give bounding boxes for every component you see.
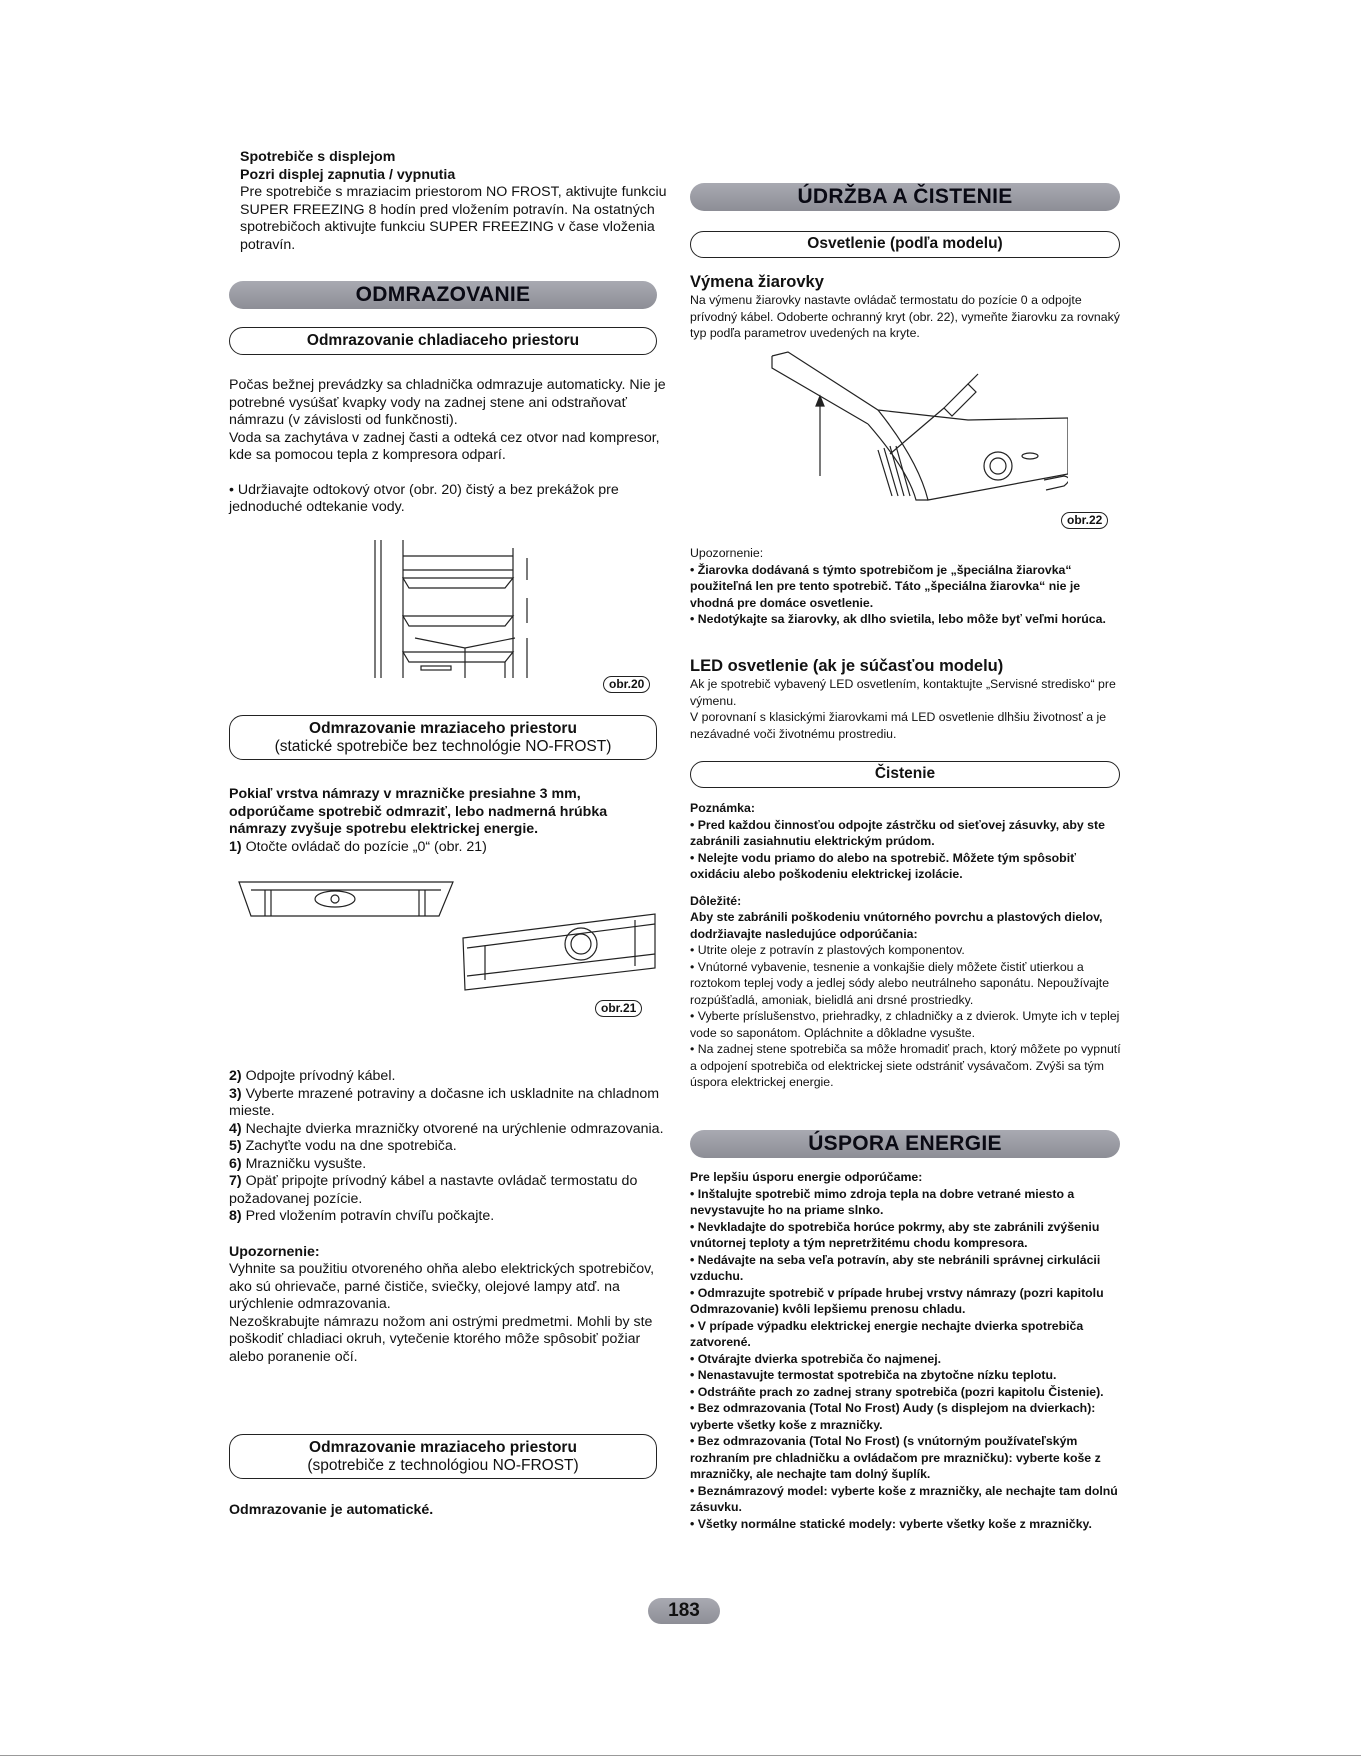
bulb-title: Výmena žiarovky: [690, 273, 824, 291]
sub-freezer-nofrost-subtitle: (spotrebiče z technológiou NO-FROST): [307, 1457, 579, 1474]
remark-title: Poznámka:: [690, 801, 755, 815]
intro-body: Pre spotrebiče s mraziacim priestorom NO FROST, aktivujte funkciu SUPER FREEZING 8 hodín pred vložením potravín. Na ostatných spotrebičoch aktivujte funkciu SUPER FREEZING v čase vloženia potravín.: [240, 184, 667, 253]
remark-1: • Pred každou činnosťou odpojte zástrčku od sieťovej zásuvky, aby ste zabránili zasiahnutiu elektrickým prúdom.: [690, 817, 1105, 848]
step-4-number: 4): [229, 1120, 242, 1137]
sub-freezer-static-title: Odmrazovanie mraziaceho priestoru: [309, 720, 577, 737]
energy-block: [690, 1169, 1126, 1532]
fridge-text: [229, 377, 667, 517]
bulb-warning-title: Upozornenie:: [690, 546, 764, 560]
energy-item-12: • Všetky normálne statické modely: vyberte všetky koše z mrazničky.: [690, 1516, 1092, 1531]
intro-heading-1: Spotrebiče s displejom: [240, 149, 396, 165]
energy-item-5: • V prípade výpadku elektrickej energie nechajte dvierka spotrebiča zatvorené.: [690, 1318, 1084, 1349]
led-block: [690, 657, 1122, 742]
important-item-4: • Na zadnej stene spotrebiča sa môže hromadiť prach, ktorý môžete po vypnutí a odpojení spotrebiča od elektrickej siete odstrániť vysávačom. Zvýši sa tým úspora elektrickej energie.: [690, 1042, 1121, 1089]
figure-21-thermostat-dial: [235, 878, 665, 1006]
energy-item-6: • Otvárajte dvierka spotrebiča čo najmenej.: [690, 1351, 942, 1366]
obr22-label: obr.22: [1061, 512, 1108, 529]
step-2: [229, 1068, 667, 1086]
section-maintenance: ÚDRŽBA A ČISTENIE: [690, 183, 1120, 211]
step-3-text: Vyberte mrazené potraviny a dočasne ich uskladnite na chladnom mieste.: [229, 1085, 660, 1119]
page-number: 183: [648, 1598, 720, 1624]
sub-fridge-title: Odmrazovanie chladiaceho priestoru: [306, 332, 580, 349]
step-6: [229, 1156, 667, 1174]
sub-lighting: [690, 231, 1120, 258]
section-defrost: ODMRAZOVANIE: [229, 281, 657, 309]
obr21-label: obr.21: [595, 1000, 642, 1017]
important-item-2: • Vnútorné vybavenie, tesnenie a vonkajšie diely môžete čistiť utierkou a roztokom teplej vody a jedlej sódy alebo neutrálneho saponátu. Nepoužívajte rozpúšťadlá, amoniak, bielidlá ani drsné prostriedky.: [690, 959, 1110, 1007]
step-4-text: Nechajte dvierka mrazničky otvorené na urýchlenie odmrazovania.: [241, 1120, 664, 1137]
step-1: [229, 839, 667, 857]
intro-block: [240, 149, 670, 254]
bulb-block: [690, 273, 1122, 342]
fridge-p1: Počas bežnej prevádzky sa chladnička odmrazuje automaticky. Nie je potrebné vysúšať kvapky vody na zadnej stene ani odstraňovať námrazu (v závislosti od funkčnosti).: [229, 377, 666, 428]
step-3-number: 3): [229, 1085, 242, 1102]
step-2-text: Odpojte prívodný kábel.: [241, 1068, 396, 1084]
led-title: LED osvetlenie (ak je súčasťou modelu): [690, 657, 1004, 675]
energy-item-9: • Bez odmrazovania (Total No Frost) Audy (s displejom na dvierkach): vyberte všetky koše z mrazničky.: [690, 1401, 1096, 1432]
sub-fridge-defrost: [229, 327, 657, 355]
sub-freezer-nofrost: [229, 1434, 657, 1479]
step-7-text: Opäť pripojte prívodný kábel a nastavte ovládač termostatu do požadovanej pozície.: [229, 1173, 638, 1207]
energy-title: Pre lepšiu úsporu energie odporúčame:: [690, 1170, 923, 1184]
fridge-p2: Voda sa zachytáva v zadnej časti a odteká cez otvor nad kompresor, kde sa pomocou tepla z kompresora odparí.: [229, 429, 660, 463]
obr20-label: obr.20: [603, 676, 650, 693]
step-5-text: Zachyťte vodu na dne spotrebiča.: [241, 1138, 457, 1154]
energy-item-7: • Nenastavujte termostat spotrebiča na zbytočne nízku teplotu.: [690, 1368, 1057, 1382]
sub-freezer-static: [229, 715, 657, 760]
bulb-body: Na výmenu žiarovky nastavte ovládač termostatu do pozície 0 a odpojte prívodný kábel. Odoberte ochranný kryt (obr. 22), vymeňte žiarovku za rovnaký typ podľa parametrov uvedených na kryte.: [690, 293, 1120, 340]
energy-item-11: • Beznámrazový model: vyberte koše z mrazničky, ale nechajte tam dolnú zásuvku.: [690, 1483, 1118, 1514]
sub-lighting-title: Osvetlenie (podľa modelu): [807, 235, 1003, 252]
step-2-number: 2): [229, 1068, 242, 1084]
step-1-text: Otočte ovládač do pozície „0“ (obr. 21): [241, 838, 487, 855]
warning-title: Upozornenie:: [229, 1243, 320, 1260]
remark-2: • Nelejte vodu priamo do alebo na spotrebič. Môžete tým spôsobiť oxidáciu alebo poškodeniu elektrickej izolácie.: [690, 850, 1076, 881]
step-1-number: 1): [229, 838, 242, 855]
figure-20-fridge-interior: [355, 538, 555, 686]
defrost-steps: [229, 1068, 667, 1366]
step-6-number: 6): [229, 1155, 242, 1172]
bulb-warning-1: • Žiarovka dodávaná s týmto spotrebičom je „špeciálna žiarovka“ použiteľná len pre tento spotrebič. Táto „špeciálna žiarovka“ nie je vhodná pre domáce osvetlenie.: [690, 562, 1081, 610]
important-title: Dôležité:: [690, 893, 742, 908]
sub-cleaning: [690, 761, 1120, 788]
fridge-p3: • Udržiavajte odtokový otvor (obr. 20) čistý a bez prekážok pre jednoduché odtekanie vody.: [229, 481, 619, 515]
bulb-warning-2: • Nedotýkajte sa žiarovky, ak dlho svietila, lebo môže byť veľmi horúca.: [690, 612, 1106, 626]
energy-item-1: • Inštalujte spotrebič mimo zdroja tepla na dobre vetrané miesto a nevystavujte ho na priame slnko.: [690, 1186, 1075, 1217]
step-3: [229, 1086, 667, 1121]
auto-defrost-note: Odmrazovanie je automatické.: [229, 1502, 434, 1518]
warning-p2: Nezoškrabujte námrazu nožom ani ostrými predmetmi. Mohli by ste poškodiť chladiaci okruh, vytečenie ktorého môže spôsobiť požiar alebo poranenie očí.: [229, 1313, 653, 1365]
step-8-text: Pred vložením potravín chvíľu počkajte.: [241, 1208, 495, 1224]
sub-freezer-static-subtitle: (statické spotrebiče bez technológie NO-FROST): [274, 738, 612, 755]
step-5-number: 5): [229, 1138, 242, 1154]
section-energy: ÚSPORA ENERGIE: [690, 1130, 1120, 1158]
sub-cleaning-title: Čistenie: [874, 765, 936, 782]
cleaning-block: [690, 800, 1122, 1091]
step-7-number: 7): [229, 1173, 242, 1189]
important-item-3: • Vyberte príslušenstvo, priehradky, z chladničky a z dvierok. Umyte ich v teplej vode so saponátom. Opláchnite a dôkladne vysušte.: [690, 1009, 1120, 1040]
freezer-static-text: [229, 786, 667, 856]
step-8-number: 8): [229, 1208, 242, 1224]
energy-item-8: • Odstráňte prach zo zadnej strany spotrebiča (pozri kapitolu Čistenie).: [690, 1384, 1104, 1399]
intro-heading-2: Pozri displej zapnutia / vypnutia: [240, 166, 456, 183]
energy-item-10: • Bez odmrazovania (Total No Frost) (s vnútorným používateľským rozhraním pre chladničku a ovládačom pre mrazničku): vyberte koše z mrazničky, ale nechajte tam dolný šuplík.: [690, 1434, 1101, 1481]
sub-freezer-nofrost-title: Odmrazovanie mraziaceho priestoru: [309, 1439, 577, 1456]
freezer-warning-bold: Pokiaľ vrstva námrazy v mrazničke presiahne 3 mm, odporúčame spotrebič odmraziť, lebo nadmerná hrúbka námrazy zvyšuje spotrebu elektrickej energie.: [229, 786, 608, 837]
energy-item-3: • Nedávajte na seba veľa potravín, aby ste nebránili správnej cirkulácii vzduchu.: [690, 1252, 1101, 1283]
bulb-warning: [690, 545, 1122, 628]
footer-rule: [0, 1755, 1361, 1756]
warning-p1: Vyhnite sa použitiu otvoreného ohňa alebo elektrických spotrebičov, ako sú ohrievače, parné čističe, sviečky, olejové lampy atď. na urýchlenie odmrazovania.: [229, 1261, 655, 1312]
figure-22-lamp-cover: [768, 350, 1068, 520]
step-4: [229, 1121, 667, 1139]
led-p2: V porovnaní s klasickými žiarovkami má LED osvetlenie dlhšiu životnosť a je nezávadné voči životnému prostrediu.: [690, 710, 1107, 741]
important-intro: Aby ste zabránili poškodeniu vnútorného povrchu a plastových dielov, dodržiavajte nasledujúce odporúčania:: [690, 910, 1103, 941]
energy-item-2: • Nevkladajte do spotrebiča horúce pokrmy, aby ste zabránili zvýšeniu vnútornej teploty a tým nepretržitému chodu kompresora.: [690, 1219, 1100, 1250]
step-8: [229, 1208, 667, 1226]
important-item-1: • Utrite oleje z potravín z plastových komponentov.: [690, 943, 965, 957]
step-7: [229, 1173, 667, 1208]
energy-item-4: • Odmrazujte spotrebič v prípade hrubej vrstvy námrazy (pozri kapitolu Odmrazovanie) kvôli lepšiemu prenosu chladu.: [690, 1285, 1104, 1316]
step-6-text: Mrazničku vysušte.: [241, 1155, 367, 1172]
step-5: [229, 1138, 667, 1156]
led-p1: Ak je spotrebič vybavený LED osvetlením, kontaktujte „Servisné stredisko“ pre výmenu.: [690, 677, 1116, 708]
